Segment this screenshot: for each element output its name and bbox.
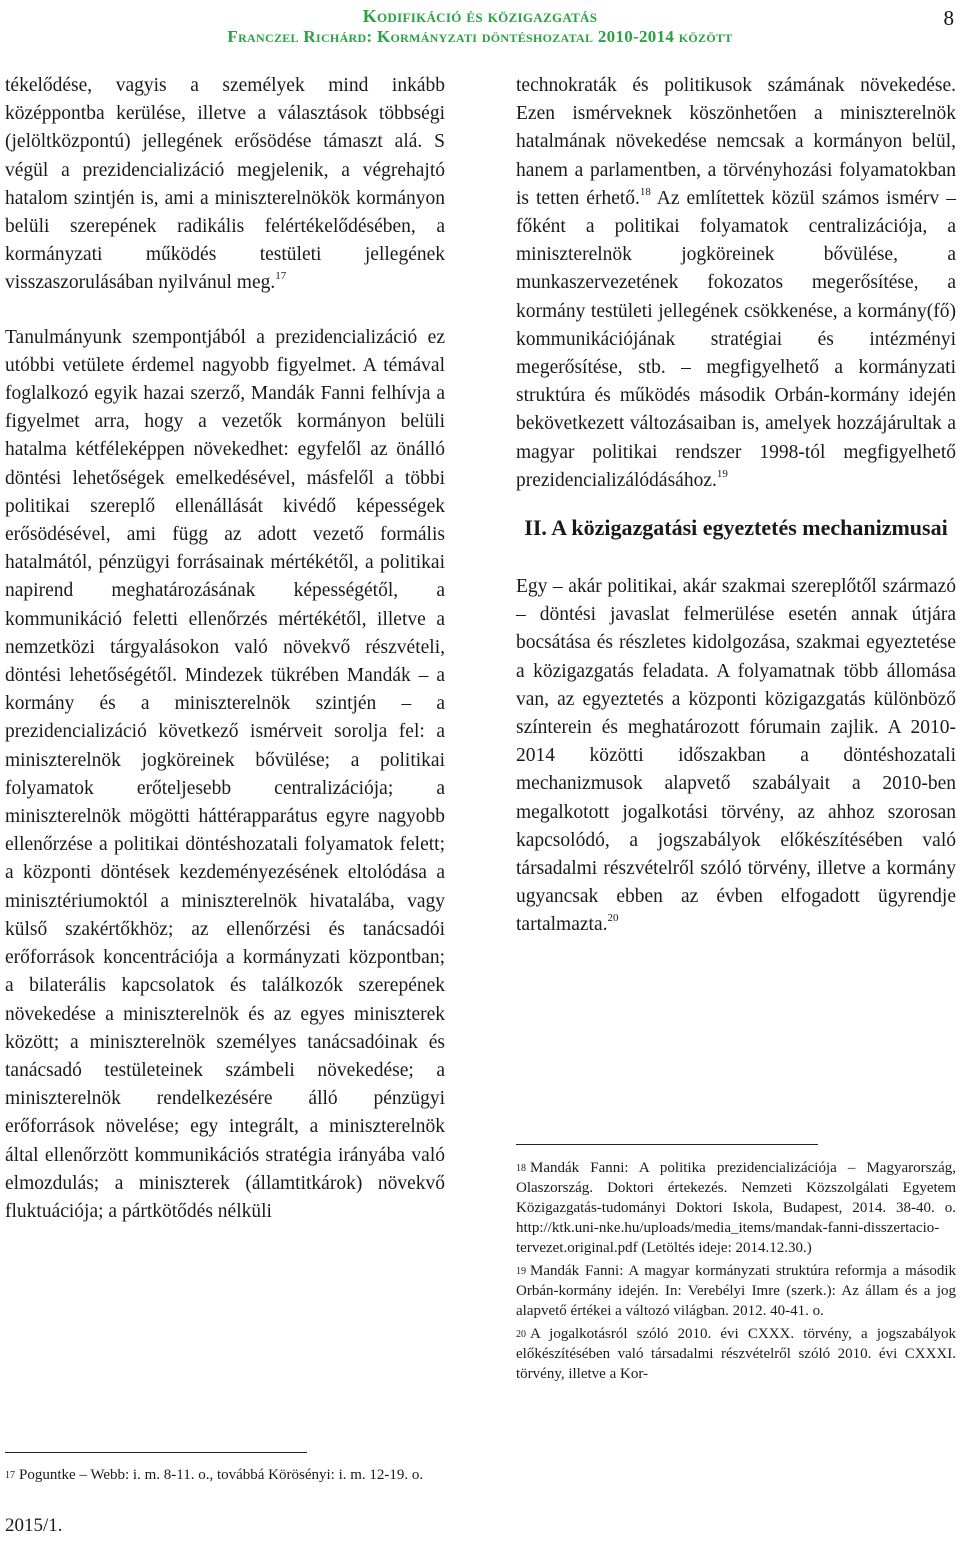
footnote-ref-17[interactable]: 17 [275, 270, 287, 283]
right-paragraph-1: technokraták és politikusok számának növekedése. Ezen ismérveknek köszönhetően a miniszterelnök hatalmának növekedése nemcsak a kormányon belül, hanem a parlamentben, a törvényhozási folyamatokban is tetten érhető.$^{18}$ Az említettek közül számos ismérv – főként a politikai folyamatok centralizációja, a miniszterelnök jogköreinek bővülése, a munkaszervezetének fokozatos megerősítése, a kormány testületi jellegének csökkenése, a kormány(fő) kommunikációjának stratégiai és intézményi megerősítése, stb. – megfigyelhető a kormányzati struktúra és működés második Orbán-kormány idején bekövetkezett változásaiban is, amelyek hozzájárultak a magyar politikai rendszer 1998-tól megfigyelhető prezidencializálódásához.$^{19}$ [516, 75, 956, 491]
left-column [5, 72, 445, 1226]
footnote-ref-20[interactable]: 20 [607, 912, 619, 925]
footnote-divider-left [5, 1452, 307, 1453]
page-number: 8 [943, 6, 954, 30]
article-title: Franczel Richárd: Kormányzati döntéshozatal 2010-2014 között [227, 27, 733, 46]
journal-title: Kodifikáció és közigazgatás [362, 6, 598, 26]
issue-number: 2015/1. [5, 1515, 63, 1536]
left-paragraph-2: Tanulmányunk szempontjából a prezidencializáció ez utóbbi vetülete érdemel nagyobb figyelmet. A témával foglalkozó egyik hazai szerző, Mandák Fanni felhívja a figyelmet arra, hogy a vezetők kormányon belüli hatalma kétféleképpen növekedhet: egyfelől az önálló döntési lehetőségek emelkedésével, másfelől a többi politikai szereplő ellenállását kivédő képességek erősödésével, ami függ az adott vezető formális hatalmától, pénzügyi forrásainak mértékétől, a politikai napirend meghatározásának képességétől, a kommunikáció feletti ellenőrzés mértékétől, illetve a nemzetközi tárgyalásokon való növekvő részvételi, döntési lehetőségétől. Mindezek tükrében Mandák – a kormány és a miniszterelnök szintjén – a prezidencializáció következő ismérveit sorolja fel: a miniszterelnök jogköreinek bővülése; a politikai folyamatok erőteljesebb centralizációja; a miniszterelnök mögötti háttérapparátus egyre nagyobb ellenőrzése a politikai döntéshozatali folyamatok felett; a központi döntések kezdeményezésének eltolódása a minisztériumoktól a miniszterelnök hivatalába, vagy külső szakértőkhöz; az ellenőrzési és tanácsadói erőforrások koncentrációja a kormányzati központban; a bilaterális kapcsolatok és találkozók szerepének növekedése a miniszterelnök és az egyes miniszterek között; a miniszterelnök személyes tanácsadóinak és tanácsadó testületeinek számbeli növekedése; a miniszterelnök rendelkezésére álló pénzügyi erőforrások növelése; egy integrált, a miniszterelnök által ellenőrzött kommunikációs stratégia irányába való elmozdulás; a miniszterek (államtitkárok) növekvő fluktuációja; a pártkötődés nélküli [5, 326, 445, 1222]
left-paragraph-1: tékelődése, vagyis a személyek mind inkább középpontba kerülése, illetve a választások többségi (jelöltközpontú) jellegének erősödése támaszt alá. S végül a prezidencializáció megjelenik, a végrehajtó hatalom szintjén is, ami a miniszterelnökök kormányon belüli szerepének radikális felértékelődésében, a kormányzati működés testületi jellegének visszaszorulásában nyilvánul meg.$^{17}$ [5, 75, 445, 294]
footnote-18: $^{18}$ Mandák Fanni: A politika prezidencializációja – Magyarország, Olaszország. Doktori értekezés. Nemzeti Közszolgálati Egyetem Közigazgatás-tudományi Doktori Iskola, Budapest, 2014. 38-40. o. http://ktk.uni-nke.hu/uploads/media_items/mandak-fanni-disszertacio-tervezet.original.pdf (Letöltés ideje: 2014.12.30.) [516, 1160, 956, 1256]
footnote-ref-19[interactable]: 19 [716, 467, 728, 480]
footnote-divider-right [516, 1144, 818, 1145]
section-heading: II. A közigazgatási egyeztetés mechanizmusai [524, 515, 948, 541]
running-header [0, 4, 960, 52]
footnotes-left [5, 1465, 445, 1488]
footnote-19: $^{19}$ Mandák Fanni: A magyar kormányzati struktúra reformja a második Orbán-kormány idején. In: Verebélyi Imre (szerk.): Az állam és a jog alapvető értékei a változó világban. 2012. 40-41. o. [516, 1263, 956, 1319]
footnotes-right [516, 1158, 956, 1387]
footnote-ref-18[interactable]: 18 [639, 185, 651, 198]
footnote-17: $^{17}$ Poguntke – Webb: i. m. 8-11. o., továbbá Körösényi: i. m. 12-19. o. [5, 1467, 424, 1483]
right-paragraph-2: Egy – akár politikai, akár szakmai szereplőtől származó – döntési javaslat felmerülése esetén annak útjára bocsátása és részletes kidolgozása, szakmai egyeztetése a közigazgatás feladata. A folyamatnak több állomása van, az egyeztetés a központi közigazgatás különböző színterein és meghatározott fórumain zajlik. A 2010-2014 közötti időszakban a döntéshozatali mechanizmusok alapvető szabályait a 2010-ben megalkotott jogalkotási törvény, az ahhoz szorosan kapcsolódó, a jogszabályok előkészítésében való társadalmi részvételről szóló törvény, illetve a kormány ugyancsak ebben az évben elfogadott ügyrendje tartalmazta.$^{20}$ [516, 576, 956, 936]
right-column [516, 72, 956, 940]
footnote-20: $^{20}$ A jogalkotásról szóló 2010. évi CXXX. törvény, a jogszabályok előkészítésében való társadalmi részvételről szóló 2010. évi CXXXI. törvény, illetve a Kor- [516, 1326, 956, 1382]
